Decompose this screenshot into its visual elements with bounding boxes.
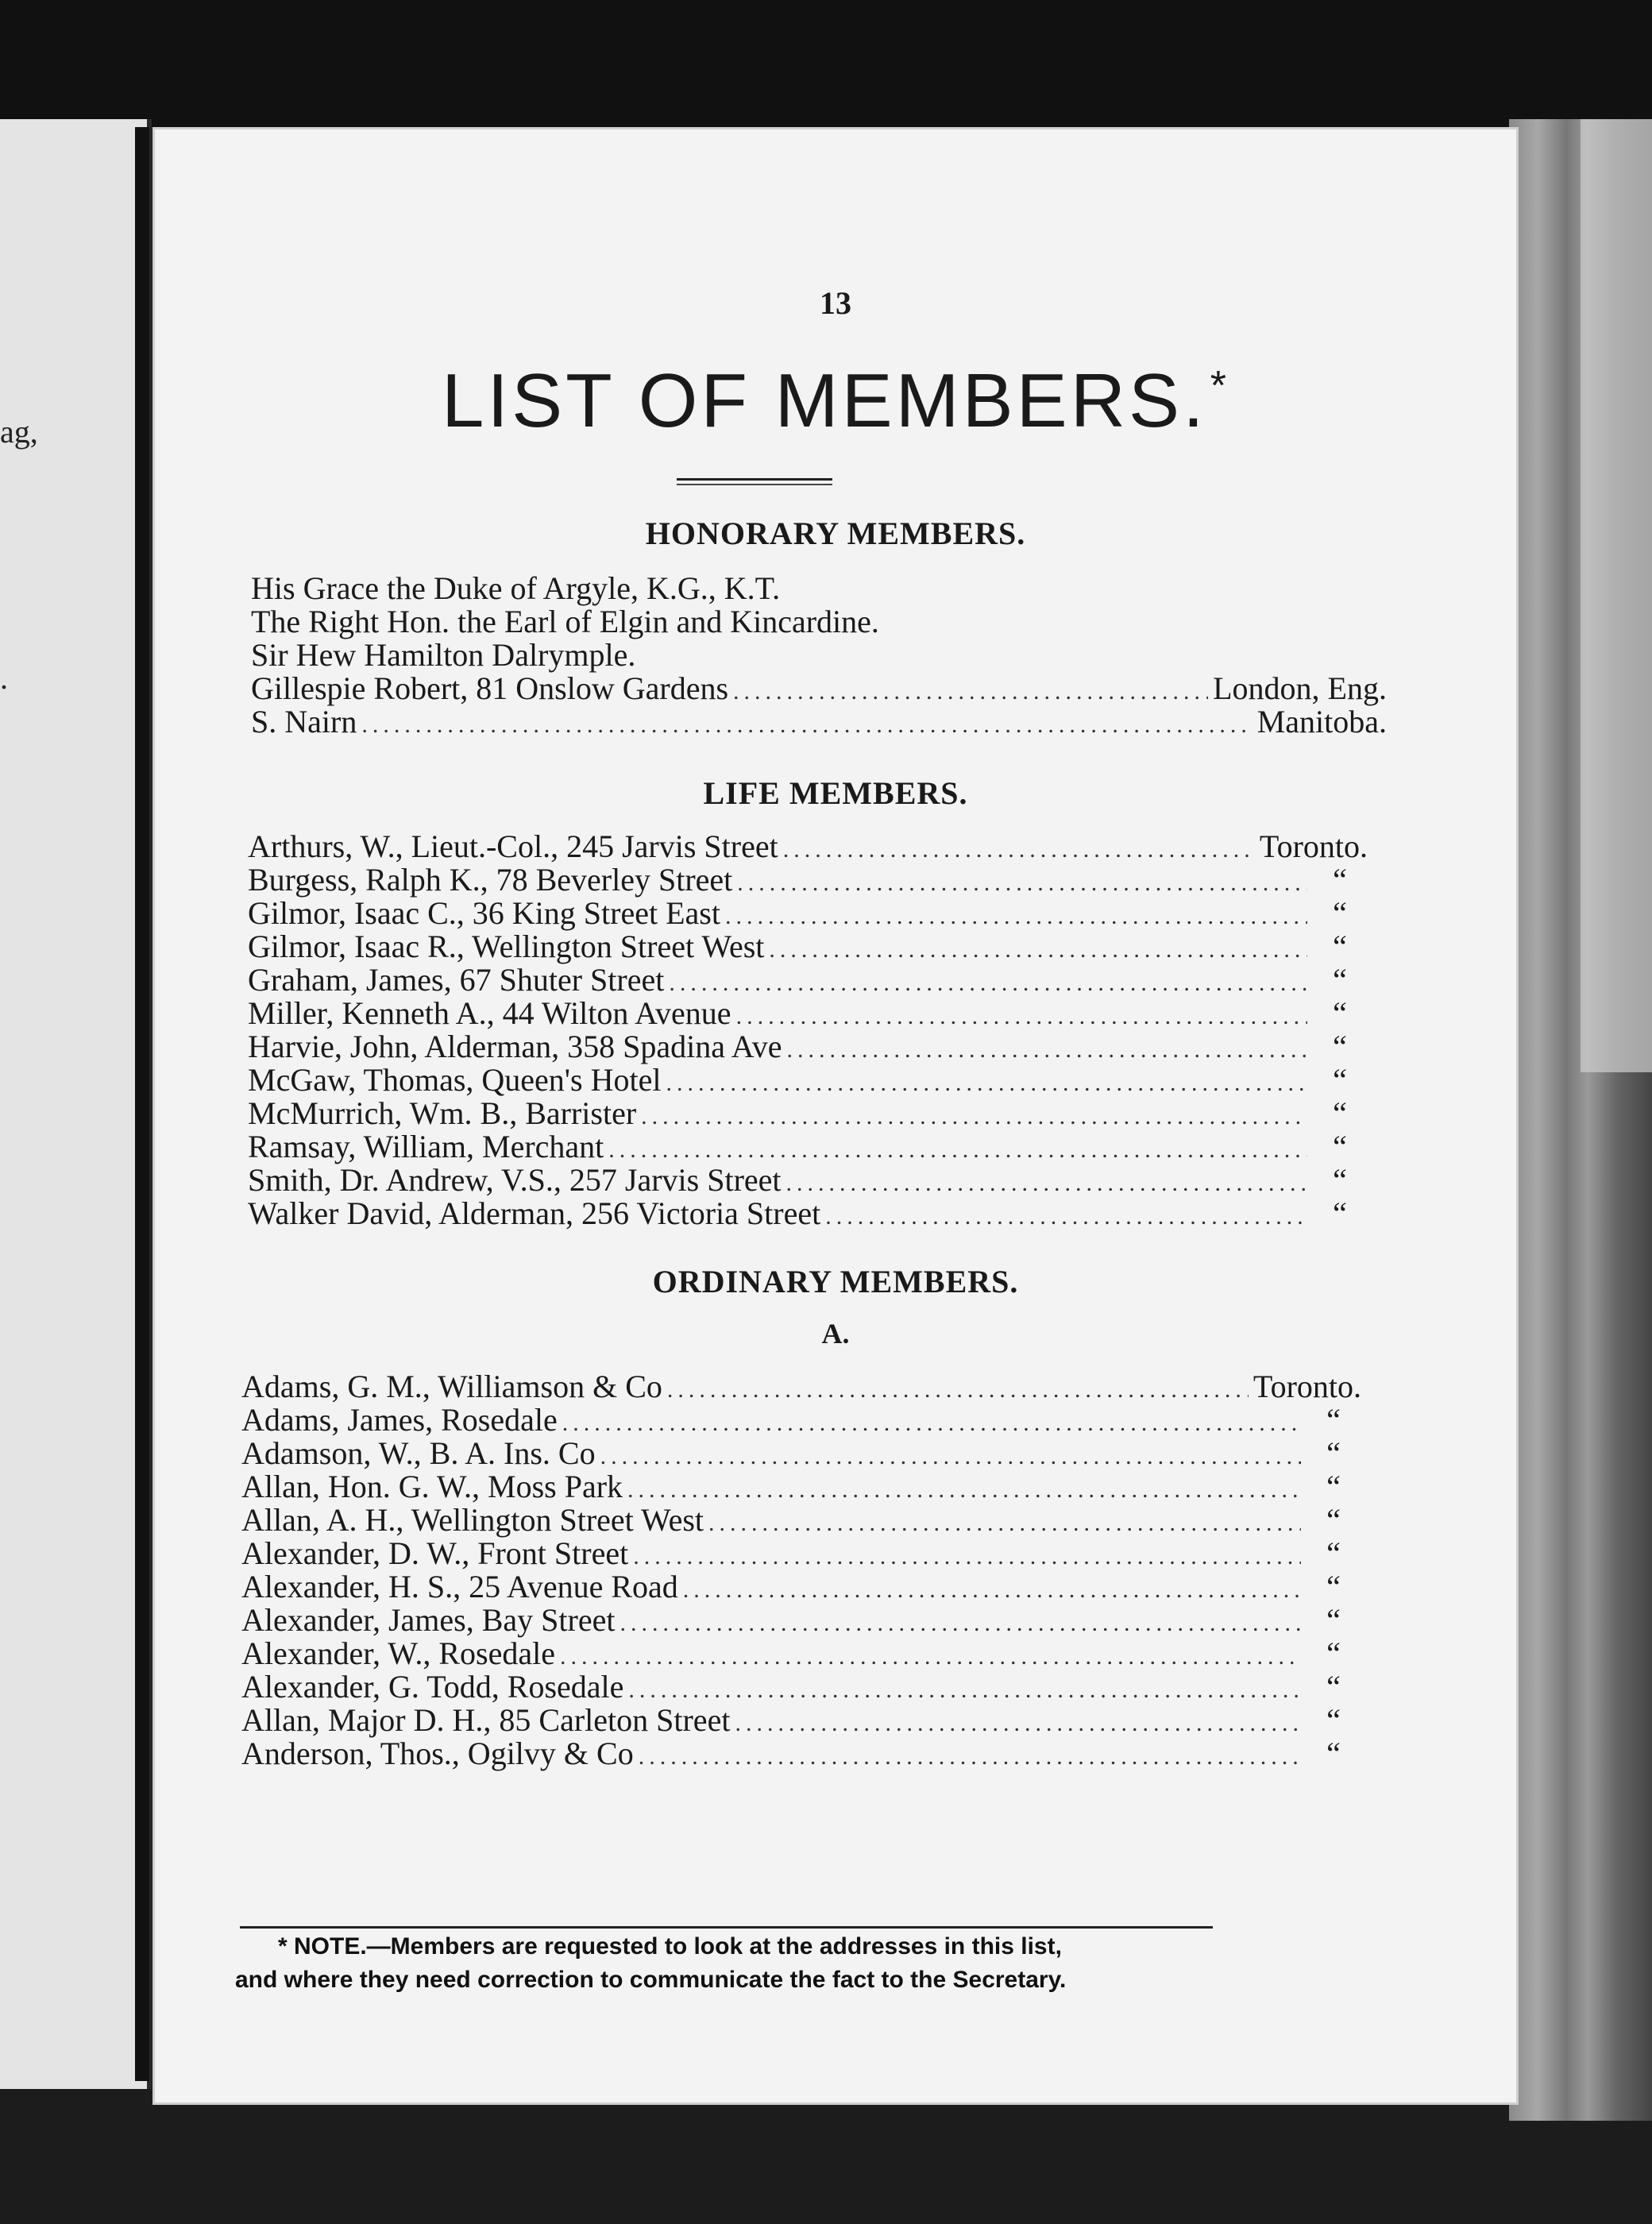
- member-location: “: [1333, 1029, 1347, 1064]
- leader-dots: [620, 1607, 1301, 1640]
- leader-dots: [560, 1640, 1301, 1674]
- member-location: “: [1333, 1162, 1347, 1198]
- leader-dots: [683, 1573, 1301, 1607]
- member-name: Alexander, James, Bay Street: [241, 1602, 616, 1638]
- footnote: [235, 1930, 1236, 1997]
- member-name: Alexander, H. S., 25 Avenue Road: [241, 1569, 678, 1604]
- member-entry: [251, 605, 1387, 639]
- member-location: “: [1326, 1702, 1341, 1738]
- member-entry: [248, 1030, 1368, 1064]
- facing-page-fragment: ag,: [0, 414, 38, 450]
- member-name: McMurrich, Wm. B., Barrister: [248, 1095, 637, 1131]
- member-entry: [241, 1537, 1361, 1570]
- member-entry: [248, 1097, 1368, 1130]
- member-entry: [248, 930, 1368, 963]
- member-name: Burgess, Ralph K., 78 Beverley Street: [248, 862, 733, 898]
- book-spine: [135, 127, 149, 2081]
- leader-dots: [667, 1373, 1249, 1407]
- member-name: Alexander, D. W., Front Street: [241, 1535, 629, 1571]
- member-name: Allan, A. H., Wellington Street West: [241, 1502, 704, 1538]
- member-location: Toronto.: [1253, 1369, 1361, 1404]
- member-entry: [251, 639, 1387, 672]
- member-name: Adams, James, Rosedale: [241, 1402, 558, 1438]
- honorary-member-list: [251, 572, 1387, 739]
- member-location: “: [1326, 1569, 1341, 1604]
- leader-dots: [736, 1000, 1307, 1033]
- member-entry: [241, 1404, 1361, 1437]
- member-name: Adamson, W., B. A. Ins. Co: [241, 1435, 596, 1471]
- member-entry: [241, 1470, 1361, 1504]
- member-name: Gilmor, Isaac R., Wellington Street West: [248, 929, 765, 964]
- facing-page: [0, 119, 152, 2089]
- member-name: Allan, Major D. H., 85 Carleton Street: [241, 1702, 731, 1738]
- member-name: His Grace the Duke of Argyle, K.G., K.T.: [251, 570, 781, 606]
- member-name: Walker David, Alderman, 256 Victoria Street: [248, 1195, 821, 1231]
- member-entry: [241, 1737, 1361, 1770]
- member-entry: [241, 1670, 1361, 1704]
- footnote-marker: *: [1210, 363, 1229, 409]
- member-name: Anderson, Thos., Ogilvy & Co: [241, 1736, 634, 1771]
- leader-dots: [737, 867, 1307, 900]
- footnote-line: and where they need correction to communicate the fact to the Secretary.: [235, 1967, 1067, 1993]
- member-location: “: [1326, 1502, 1341, 1538]
- member-name: McGaw, Thomas, Queen's Hotel: [248, 1062, 662, 1098]
- leader-dots: [783, 833, 1255, 867]
- leader-dots: [666, 1067, 1307, 1100]
- member-location: Toronto.: [1259, 828, 1368, 864]
- page-title: [152, 357, 1519, 445]
- member-location: “: [1333, 1062, 1347, 1098]
- leader-dots: [627, 1473, 1301, 1507]
- member-location: “: [1326, 1736, 1341, 1771]
- member-name: Smith, Dr. Andrew, V.S., 257 Jarvis Street: [248, 1162, 782, 1198]
- member-location: “: [1333, 962, 1347, 998]
- leader-dots: [735, 1707, 1301, 1740]
- member-name: Gilmor, Isaac C., 36 King Street East: [248, 895, 720, 931]
- member-location: “: [1333, 1095, 1347, 1131]
- leader-dots: [669, 967, 1307, 1000]
- member-entry: [248, 1130, 1368, 1164]
- leader-dots: [786, 1033, 1307, 1067]
- member-entry: [248, 1164, 1368, 1197]
- page-number: 13: [820, 285, 851, 321]
- member-name: Allan, Hon. G. W., Moss Park: [241, 1469, 623, 1504]
- document-page: [152, 127, 1519, 2105]
- member-entry: [241, 1370, 1361, 1404]
- member-location: “: [1333, 895, 1347, 931]
- leader-dots: [708, 1507, 1301, 1540]
- life-member-list: [248, 830, 1368, 1230]
- facing-page-fragment: .: [0, 660, 8, 696]
- title-rule: [677, 478, 832, 481]
- member-entry: [241, 1637, 1361, 1670]
- member-name: Adams, G. M., Williamson & Co: [241, 1369, 662, 1404]
- member-location: “: [1326, 1469, 1341, 1504]
- leader-dots: [641, 1100, 1307, 1133]
- member-name: S. Nairn: [251, 704, 357, 739]
- member-name: Harvie, John, Alderman, 358 Spadina Ave: [248, 1029, 782, 1064]
- scanner-background: [0, 0, 1652, 127]
- member-entry: [248, 1064, 1368, 1097]
- member-name: Ramsay, William, Merchant: [248, 1129, 604, 1164]
- footnote-rule: [240, 1926, 1213, 1929]
- member-entry: [241, 1570, 1361, 1604]
- member-entry: [251, 705, 1387, 739]
- alphabet-letter-heading: A.: [821, 1318, 850, 1349]
- leader-dots: [725, 900, 1307, 933]
- member-name: Arthurs, W., Lieut.-Col., 245 Jarvis Street: [248, 828, 778, 864]
- member-entry: [248, 1197, 1368, 1230]
- footnote-line: * NOTE.—Members are requested to look at the addresses in this list,: [278, 1933, 1062, 1960]
- member-entry: [248, 863, 1368, 897]
- member-location: “: [1326, 1602, 1341, 1638]
- member-location: “: [1326, 1635, 1341, 1671]
- member-entry: [241, 1604, 1361, 1637]
- section-heading-life: LIFE MEMBERS.: [703, 775, 968, 811]
- leader-dots: [825, 1200, 1307, 1234]
- member-entry: [251, 572, 1387, 605]
- member-location: “: [1333, 995, 1347, 1031]
- section-heading-ordinary: ORDINARY MEMBERS.: [652, 1264, 1019, 1299]
- member-name: Alexander, G. Todd, Rosedale: [241, 1669, 624, 1705]
- member-entry: [251, 672, 1387, 705]
- member-location: “: [1333, 1129, 1347, 1164]
- member-entry: [248, 963, 1368, 997]
- member-location: “: [1333, 862, 1347, 898]
- member-entry: [248, 830, 1368, 863]
- member-name: Miller, Kenneth A., 44 Wilton Avenue: [248, 995, 731, 1031]
- leader-dots: [733, 675, 1208, 709]
- leader-dots: [786, 1167, 1307, 1200]
- leader-dots: [361, 709, 1252, 742]
- member-name: Sir Hew Hamilton Dalrymple.: [251, 637, 636, 673]
- member-entry: [241, 1437, 1361, 1470]
- member-location: “: [1326, 1535, 1341, 1571]
- leader-dots: [639, 1740, 1301, 1774]
- member-location: “: [1326, 1669, 1341, 1705]
- member-name: The Right Hon. the Earl of Elgin and Kincardine.: [251, 604, 879, 639]
- member-location: “: [1333, 1195, 1347, 1231]
- leader-dots: [600, 1440, 1301, 1473]
- leader-dots: [562, 1407, 1301, 1440]
- member-location: “: [1326, 1402, 1341, 1438]
- member-location: London, Eng.: [1213, 670, 1387, 706]
- leader-dots: [633, 1540, 1301, 1573]
- section-heading-honorary: HONORARY MEMBERS.: [645, 515, 1026, 551]
- member-entry: [248, 897, 1368, 930]
- member-entry: [241, 1504, 1361, 1537]
- member-location: “: [1326, 1435, 1341, 1471]
- member-name: Alexander, W., Rosedale: [241, 1635, 555, 1671]
- member-name: Graham, James, 67 Shuter Street: [248, 962, 665, 998]
- page-edges: [1509, 119, 1652, 2121]
- ordinary-member-list: [241, 1370, 1361, 1770]
- page-title-text: LIST OF MEMBERS.: [442, 358, 1207, 443]
- leader-dots: [769, 933, 1307, 967]
- member-entry: [248, 997, 1368, 1030]
- member-name: Gillespie Robert, 81 Onslow Gardens: [251, 670, 729, 706]
- member-location: Manitoba.: [1256, 704, 1387, 739]
- member-location: “: [1333, 929, 1347, 964]
- member-entry: [241, 1704, 1361, 1737]
